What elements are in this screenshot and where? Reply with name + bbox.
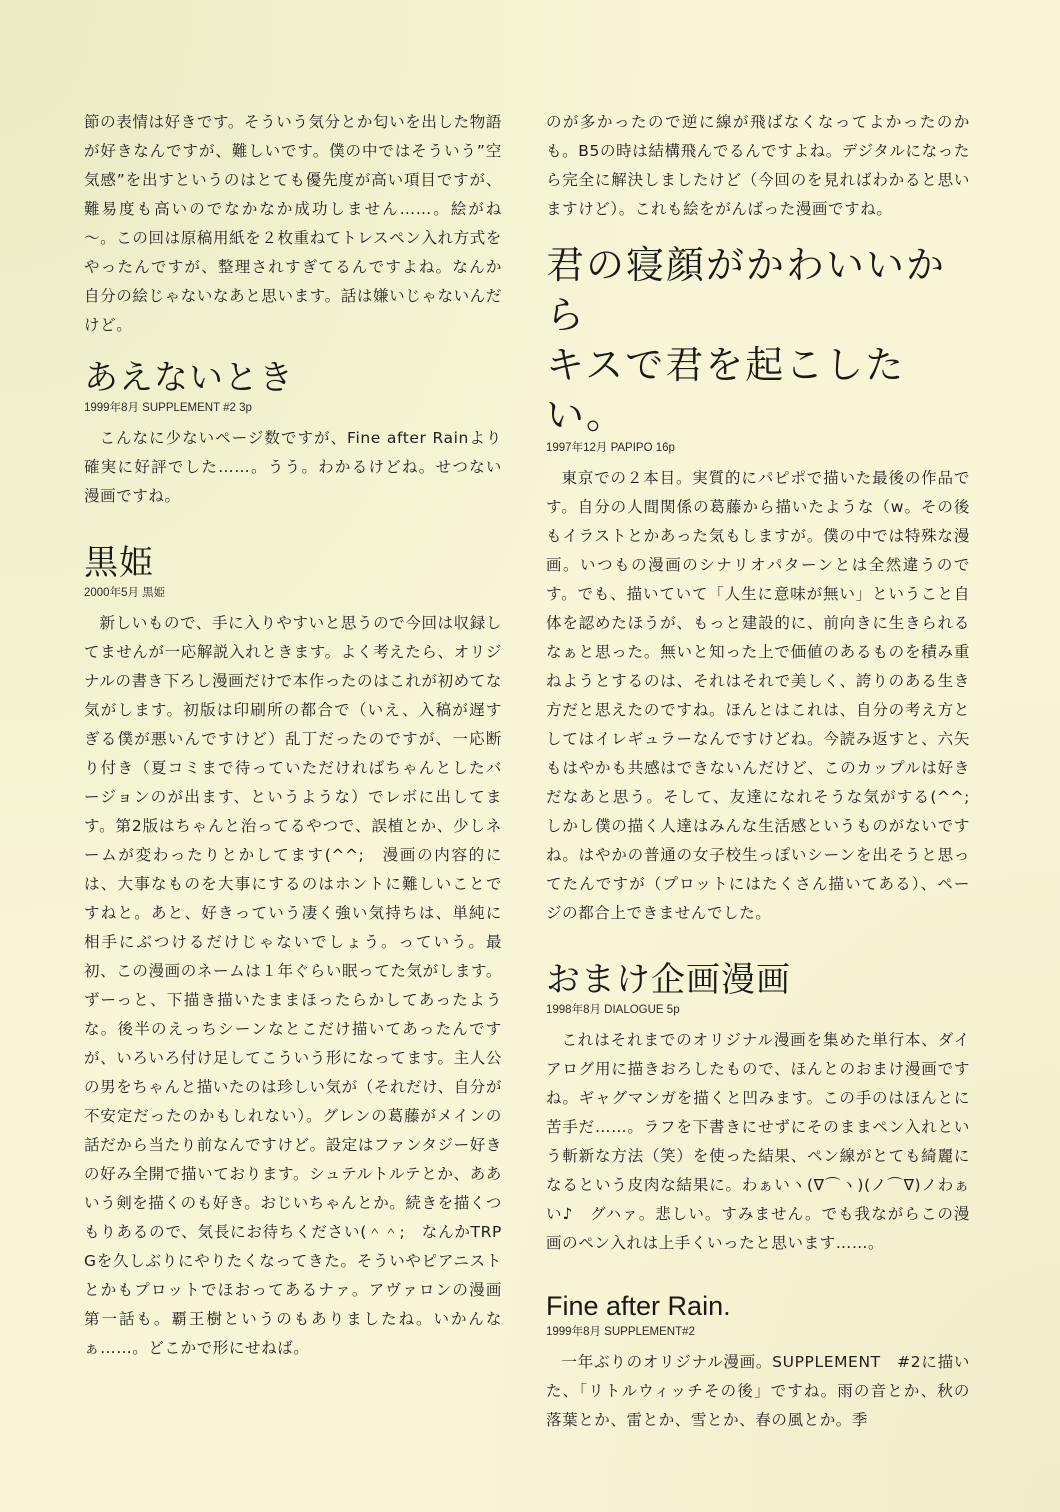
- section-title-line1: 君の寝顔がかわいいから: [546, 243, 947, 337]
- section-meta: 1999年8月 SUPPLEMENT #2 3p: [84, 402, 252, 414]
- section-title: 黒姫: [84, 543, 154, 583]
- left-intro-paragraph: 節の表情は好きです。そういう気分とか匂いを出した物語が好きなんですが、難しいです。僕の中ではそういう”空気感”を出すというのはとても優先度が高い項目ですが、難易度も高いのでなかなか成功しません……。絵がね～。この回は原稿用紙を２枚重ねてトレスペン入れ方式をやったんですが、整理されすぎてるんですよね。なんか自分の絵じゃないなあと思います。話は嫌いじゃないんだけど。: [84, 113, 502, 334]
- section-aenaitoki: [84, 356, 502, 511]
- section-kiminonegao: [546, 240, 987, 928]
- right-intro-paragraph: のが多かったので逆に線が飛ばなくなってよかったのかも。B5の時は結構飛んでるんですよね。デジタルになったら完全に解決しましたけど（今回のを見ればわかると思いますけど）。これも絵をがんばった漫画ですね。: [546, 113, 970, 218]
- section-meta: 1999年8月 SUPPLEMENT#2: [546, 1326, 695, 1338]
- section-body: 東京での２本目。実質的にパピポで描いた最後の作品です。自分の人間関係の葛藤から描いたような（w。その後もイラストとかあった気もしますが。僕の中では特殊な漫画。いつもの漫画のシナリオパターンとは全然違うのです。でも、描いていて「人生に意味が無い」ということ自体を認めたほうが、もっと建設的に、前向きに生きられるなぁと思った。無いと知った上で価値のあるものを積み重ねようとするのは、それはそれで美しく、誇りのある生き方だと思えたのですね。ほんとはこれは、自分の考え方としてはイレギュラーなんですけどね。今読み返すと、六矢もはやかも共感はできないんだけど、このカップルは好きだなあと思う。そして、友達になれそうな気がする(^^; しかし僕の描く人達はみんな生活感というものがないですね。はやかの普通の女子校生っぽいシーンを出そうと思ってたんですが（プロットにはたくさん描いてある）、ページの都合上できませんでした。: [546, 469, 987, 922]
- left-column: [84, 108, 502, 1377]
- section-title: おまけ企画漫画: [546, 960, 791, 1000]
- section-kurohime: [84, 541, 502, 1363]
- section-body: 一年ぶりのオリジナル漫画。SUPPLEMENT #2に描いた、「リトルウィッチその後」ですね。雨の音とか、秋の落葉とか、雷とか、雪とか、春の風とか。季: [546, 1353, 970, 1429]
- section-title: あえないとき: [84, 358, 294, 398]
- right-column: [546, 108, 987, 1449]
- section-title-line2: キスで君を起こしたい。: [546, 343, 906, 437]
- section-meta: 2000年5月 黒姫: [84, 587, 166, 599]
- section-meta: 1998年8月 DIALOGUE 5p: [546, 1004, 680, 1016]
- section-omake: [546, 958, 970, 1258]
- section-fine-after-rain: [546, 1288, 970, 1435]
- section-body: これはそれまでのオリジナル漫画を集めた単行本、ダイアログ用に描きおろしたもので、ほんとのおまけ漫画ですね。ギャグマンガを描くと凹みます。この手のはほんとに苦手だ……。ラフを下書きにせずにそのままペン入れという斬新な方法（笑）を使った結果、ペン線がとても綺麗になるという皮肉な結果に。わぁいヽ(∇⌒ヽ)(ノ⌒∇)ノわぁい♪ グハァ。悲しい。すみません。でも我ながらこの漫画のペン入れは上手くいったと思います……。: [546, 1031, 970, 1252]
- section-body: こんなに少ないページ数ですが、Fine after Rainより確実に好評でした……。うう。わかるけどね。せつない漫画ですね。: [84, 429, 502, 505]
- section-meta: 1997年12月 PAPIPO 16p: [546, 442, 675, 454]
- section-body: 新しいもので、手に入りやすいと思うので今回は収録してませんが一応解説入れときます。よく考えたら、オリジナルの書き下ろし漫画だけで本作ったのはこれが初めてな気がします。初版は印刷所の都合で（いえ、入稿が遅すぎる僕が悪いんですけど）乱丁だったのですが、一応断り付き（夏コミまで待っていただければちゃんとしたバージョンのが出ます、というような）でレボに出してます。第2版はちゃんと治ってるやつで、誤植とか、少しネームが変わったりとかしてます(^^; 漫画の内容的には、大事なものを大事にするのはホントに難しいことですねと。あと、好きっていう凄く強い気持ちは、単純に相手にぶつけるだけじゃないでしょう。っていう。最初、この漫画のネームは１年ぐらい眠ってた気がします。ずーっと、下描き描いたままほったらかしてあったような。後半のえっちシーンなとこだけ描いてあったんですが、いろいろ付け足してこういう形になってます。主人公の男をちゃんと描いたのは珍しい気が（それだけ、自分が不安定だったのかもしれない）。グレンの葛藤がメインの話だから当たり前なんですけど。設定はファンタジー好きの好み全開で描いております。シュテルトルテとか、ああいう剣を描くのも好き。おじいちゃんとか。続きを描くつもりあるので、気長にお待ちください(＾＾; なんかTRPGを久しぶりにやりたくなってきた。そういやピアニストとかもプロットでほおってあるナァ。アヴァロンの漫画第一話も。覇王樹というのもありましたね。いかんなぁ……。どこかで形にせねば。: [84, 614, 502, 1357]
- section-title: Fine after Rain.: [546, 1291, 731, 1321]
